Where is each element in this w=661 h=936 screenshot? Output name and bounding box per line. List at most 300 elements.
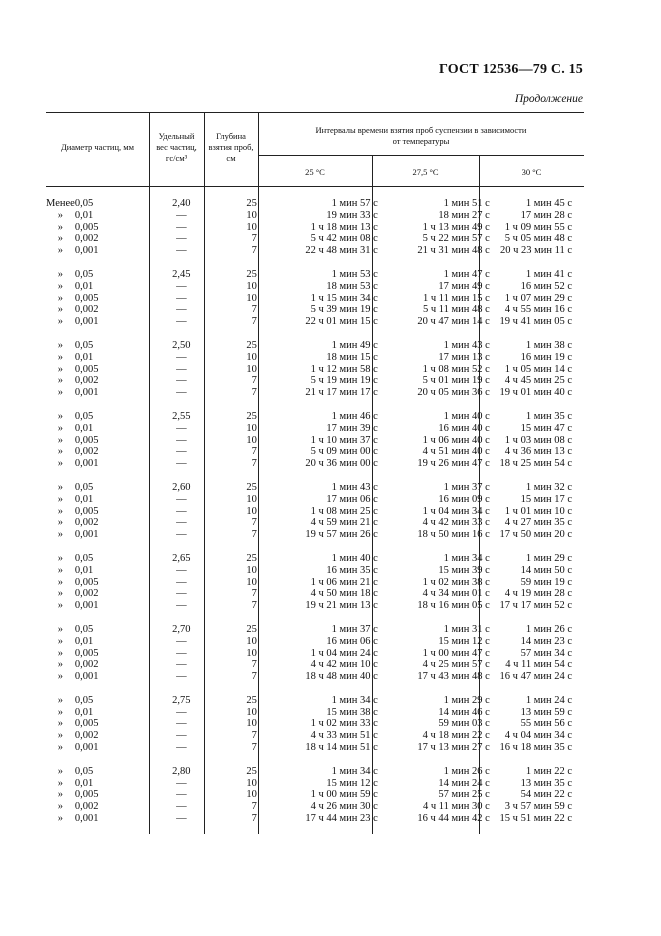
cell-diameter: 0,05	[74, 694, 94, 706]
table-row	[46, 671, 584, 683]
table-row	[46, 387, 584, 399]
cell-depth: 7	[251, 659, 257, 671]
cell-time-27-5: 1 мин 51 с	[443, 198, 490, 209]
cell-time-30: 13 мин 35 с	[520, 777, 572, 789]
cell-time-25: 1 мин 46 с	[331, 410, 378, 422]
cell-time-25: 1 ч 10 мин 37 с	[310, 434, 378, 446]
table-row	[46, 695, 584, 707]
cell-depth: 7	[251, 529, 257, 541]
cell-diameter: 0,002	[74, 730, 99, 742]
table-row	[46, 600, 584, 612]
page-title: ГОСТ 12536—79 С. 15	[439, 62, 583, 77]
cell-depth: 7	[251, 387, 257, 399]
cell-depth: 10	[246, 777, 257, 789]
cell-qualifier: »	[57, 458, 64, 470]
cell-time-25: 19 ч 57 мин 26 с	[305, 529, 378, 541]
table-row	[46, 375, 584, 387]
cell-weight: —	[176, 576, 187, 588]
cell-depth: 25	[246, 198, 257, 209]
cell-diameter: 0,01	[74, 351, 94, 363]
cell-time-27-5: 14 мин 24 с	[438, 777, 490, 789]
cell-depth: 25	[246, 481, 257, 493]
cell-qualifier: »	[57, 517, 64, 529]
table-row	[46, 565, 584, 577]
cell-qualifier: »	[57, 422, 64, 434]
cell-depth: 7	[251, 446, 257, 458]
cell-depth: 25	[246, 694, 257, 706]
cell-qualifier: »	[57, 363, 64, 375]
cell-diameter: 0,001	[74, 529, 99, 541]
cell-time-27-5: 5 ч 11 мин 48 с	[423, 304, 490, 316]
cell-diameter: 0,005	[74, 718, 99, 730]
table-row	[46, 446, 584, 458]
cell-diameter: 0,005	[74, 434, 99, 446]
cell-time-27-5: 1 ч 13 мин 49 с	[422, 221, 490, 233]
table-row	[46, 506, 584, 518]
group-gap-cell	[46, 612, 584, 624]
cell-weight: —	[176, 742, 187, 754]
cell-time-30: 4 ч 45 мин 25 с	[504, 375, 572, 387]
cell-depth: 7	[251, 671, 257, 683]
group-gap	[46, 399, 584, 411]
cell-time-30: 4 ч 55 мин 16 с	[504, 304, 572, 316]
cell-qualifier: »	[57, 588, 64, 600]
temp-header-30: 30 °C	[521, 167, 542, 177]
cell-time-25: 4 ч 26 мин 30 с	[310, 801, 378, 813]
cell-diameter: 0,01	[74, 493, 94, 505]
cell-depth: 7	[251, 233, 257, 245]
cell-time-30: 19 ч 01 мин 40 с	[499, 387, 572, 399]
cell-depth: 10	[246, 422, 257, 434]
table-row	[46, 766, 584, 778]
cell-time-25: 1 мин 49 с	[331, 339, 378, 351]
cell-time-30: 1 мин 24 с	[525, 694, 572, 706]
cell-qualifier: »	[57, 221, 64, 233]
cell-time-27-5: 18 ч 50 мин 16 с	[417, 529, 490, 541]
table-top-rule	[46, 112, 584, 113]
cell-time-30: 16 ч 18 мин 35 с	[499, 742, 572, 754]
cell-qualifier: »	[57, 813, 64, 825]
cell-time-27-5: 20 ч 05 мин 36 с	[417, 387, 490, 399]
cell-time-25: 16 мин 35 с	[326, 564, 378, 576]
cell-time-30: 16 ч 47 мин 24 с	[499, 671, 572, 683]
table-row	[46, 293, 584, 305]
table-row	[46, 304, 584, 316]
cell-depth: 7	[251, 458, 257, 470]
cell-depth: 25	[246, 410, 257, 422]
cell-time-30: 4 ч 11 мин 54 с	[505, 659, 572, 671]
cell-depth: 25	[246, 552, 257, 564]
cell-diameter: 0,05	[74, 481, 94, 493]
cell-time-25: 4 ч 33 мин 51 с	[310, 730, 378, 742]
cell-time-30: 4 ч 27 мин 35 с	[504, 517, 572, 529]
cell-weight: —	[176, 789, 187, 801]
cell-time-27-5: 20 ч 47 мин 14 с	[417, 316, 490, 328]
cell-weight: 2,75	[172, 694, 191, 706]
group-gap-cell	[46, 328, 584, 340]
table-row	[46, 364, 584, 376]
cell-time-27-5: 15 мин 12 с	[438, 635, 490, 647]
cell-time-30: 15 мин 17 с	[520, 493, 572, 505]
intervals-header-line1: Интервалы времени взятия проб суспензии в зависимости	[315, 125, 527, 135]
cell-depth: 10	[246, 351, 257, 363]
cell-weight: —	[176, 221, 187, 233]
cell-depth: 25	[246, 765, 257, 777]
cell-time-27-5: 4 ч 42 мин 33 с	[422, 517, 490, 529]
cell-qualifier: »	[57, 233, 64, 245]
cell-qualifier: »	[57, 789, 64, 801]
table-row	[46, 801, 584, 813]
cell-weight: —	[176, 635, 187, 647]
cell-diameter: 0,001	[74, 316, 99, 328]
cell-diameter: 0,002	[74, 517, 99, 529]
cell-qualifier: »	[57, 706, 64, 718]
table-row	[46, 529, 584, 541]
table-row	[46, 458, 584, 470]
cell-time-27-5: 18 мин 27 с	[438, 209, 490, 221]
table-row	[46, 813, 584, 825]
cell-time-27-5: 1 мин 40 с	[443, 410, 490, 422]
cell-time-25: 1 ч 02 мин 33 с	[310, 718, 378, 730]
cell-time-25: 4 ч 50 мин 18 с	[310, 588, 378, 600]
group-gap	[46, 257, 584, 269]
weight-header-line2: вес частиц,	[156, 142, 197, 152]
cell-diameter: 0,001	[74, 813, 99, 825]
cell-time-25: 22 ч 48 мин 31 с	[305, 245, 378, 257]
cell-depth: 10	[246, 564, 257, 576]
cell-depth: 10	[246, 789, 257, 801]
cell-weight: —	[176, 434, 187, 446]
cell-diameter: 0,05	[74, 268, 94, 280]
cell-qualifier: »	[57, 316, 64, 328]
cell-qualifier: »	[57, 339, 64, 351]
cell-weight: —	[176, 280, 187, 292]
cell-qualifier: »	[57, 801, 64, 813]
table-row	[46, 281, 584, 293]
cell-qualifier: »	[57, 647, 64, 659]
table-row	[46, 352, 584, 364]
cell-qualifier: »	[57, 730, 64, 742]
table-row	[46, 245, 584, 257]
cell-time-27-5: 4 ч 11 мин 30 с	[423, 801, 490, 813]
cell-time-30: 1 ч 09 мин 55 с	[504, 221, 572, 233]
cell-depth: 10	[246, 647, 257, 659]
table-row	[46, 222, 584, 234]
cell-weight: —	[176, 529, 187, 541]
cell-qualifier: »	[57, 375, 64, 387]
cell-qualifier: »	[57, 481, 64, 493]
cell-depth: 7	[251, 245, 257, 257]
cell-qualifier: »	[57, 446, 64, 458]
cell-time-30: 17 ч 50 мин 20 с	[499, 529, 572, 541]
cell-time-30: 4 ч 36 мин 13 с	[504, 446, 572, 458]
table-row	[46, 233, 584, 245]
cell-weight: —	[176, 316, 187, 328]
cell-time-30: 1 ч 01 мин 10 с	[504, 505, 572, 517]
intervals-header-line2: от температуры	[392, 136, 450, 146]
table-row	[46, 340, 584, 352]
cell-qualifier: »	[57, 280, 64, 292]
cell-weight: —	[176, 209, 187, 221]
cell-diameter: 0,005	[74, 292, 99, 304]
cell-time-30: 4 ч 19 мин 28 с	[504, 588, 572, 600]
cell-depth: 10	[246, 434, 257, 446]
cell-diameter: 0,01	[74, 209, 94, 221]
cell-depth: 10	[246, 718, 257, 730]
group-gap	[46, 683, 584, 695]
cell-weight: —	[176, 659, 187, 671]
cell-weight: 2,45	[172, 268, 191, 280]
cell-time-27-5: 4 ч 51 мин 40 с	[422, 446, 490, 458]
cell-diameter: 0,001	[74, 671, 99, 683]
cell-time-27-5: 5 ч 22 мин 57 с	[422, 233, 490, 245]
cell-diameter: 0,001	[74, 458, 99, 470]
cell-depth: 7	[251, 730, 257, 742]
cell-weight: —	[176, 422, 187, 434]
cell-time-27-5: 21 ч 31 мин 48 с	[417, 245, 490, 257]
cell-weight: 2,60	[172, 481, 191, 493]
cell-time-27-5: 18 ч 16 мин 05 с	[417, 600, 490, 612]
cell-diameter: 0,05	[74, 198, 94, 209]
cell-time-25: 1 ч 08 мин 25 с	[310, 505, 378, 517]
cell-time-27-5: 1 мин 26 с	[443, 765, 490, 777]
cell-time-27-5: 1 ч 06 мин 40 с	[422, 434, 490, 446]
cell-diameter: 0,05	[74, 410, 94, 422]
temp-rule	[258, 155, 584, 156]
table-row	[46, 482, 584, 494]
table-row	[46, 553, 584, 565]
cell-time-27-5: 17 ч 43 мин 48 с	[417, 671, 490, 683]
group-gap	[46, 612, 584, 624]
group-gap	[46, 754, 584, 766]
weight-header-line1: Удельный	[158, 131, 195, 141]
cell-time-30: 1 мин 38 с	[525, 339, 572, 351]
cell-weight: 2,50	[172, 339, 191, 351]
cell-diameter: 0,005	[74, 576, 99, 588]
cell-weight: —	[176, 671, 187, 683]
cell-time-25: 1 мин 53 с	[331, 268, 378, 280]
cell-weight: —	[176, 600, 187, 612]
cell-time-25: 5 ч 42 мин 08 с	[310, 233, 378, 245]
cell-depth: 7	[251, 600, 257, 612]
cell-time-30: 14 мин 50 с	[520, 564, 572, 576]
group-gap-cell	[46, 683, 584, 695]
table-row	[46, 778, 584, 790]
cell-time-27-5: 1 ч 04 мин 34 с	[422, 505, 490, 517]
cell-weight: —	[176, 588, 187, 600]
cell-qualifier: »	[57, 576, 64, 588]
group-gap	[46, 328, 584, 340]
temp-header-25: 25 °C	[305, 167, 325, 177]
cell-diameter: 0,05	[74, 339, 94, 351]
cell-qualifier: »	[57, 635, 64, 647]
cell-diameter: 0,01	[74, 777, 94, 789]
cell-diameter: 0,05	[74, 552, 94, 564]
cell-weight: —	[176, 458, 187, 470]
cell-time-25: 15 мин 12 с	[326, 777, 378, 789]
cell-qualifier: »	[57, 552, 64, 564]
cell-diameter: 0,01	[74, 635, 94, 647]
cell-time-30: 14 мин 23 с	[520, 635, 572, 647]
cell-depth: 7	[251, 801, 257, 813]
diameter-header: Диаметр частиц, мм	[60, 142, 135, 152]
cell-weight: —	[176, 801, 187, 813]
cell-time-25: 1 ч 15 мин 34 с	[310, 292, 378, 304]
cell-depth: 7	[251, 316, 257, 328]
group-gap-cell	[46, 541, 584, 553]
cell-time-27-5: 1 ч 11 мин 15 с	[423, 292, 490, 304]
cell-time-27-5: 17 мин 49 с	[438, 280, 490, 292]
cell-time-30: 20 ч 23 мин 11 с	[499, 245, 572, 257]
cell-time-27-5: 1 мин 37 с	[443, 481, 490, 493]
cell-diameter: 0,001	[74, 742, 99, 754]
cell-diameter: 0,002	[74, 375, 99, 387]
cell-time-27-5: 4 ч 18 мин 22 с	[422, 730, 490, 742]
cell-qualifier: »	[57, 765, 64, 777]
data-table-body	[46, 198, 584, 825]
cell-time-30: 17 ч 17 мин 52 с	[499, 600, 572, 612]
cell-qualifier: »	[57, 493, 64, 505]
cell-qualifier: »	[57, 671, 64, 683]
cell-time-25: 17 мин 06 с	[326, 493, 378, 505]
cell-time-25: 4 ч 42 мин 10 с	[310, 659, 378, 671]
depth-header-line2: взятия проб,	[208, 142, 254, 152]
cell-weight: —	[176, 647, 187, 659]
cell-time-27-5: 5 ч 01 мин 19 с	[422, 375, 490, 387]
cell-diameter: 0,002	[74, 588, 99, 600]
group-gap	[46, 470, 584, 482]
cell-time-30: 1 мин 32 с	[525, 481, 572, 493]
cell-time-25: 1 ч 06 мин 21 с	[310, 576, 378, 588]
cell-diameter: 0,002	[74, 801, 99, 813]
cell-depth: 10	[246, 363, 257, 375]
cell-time-25: 18 ч 48 мин 40 с	[305, 671, 378, 683]
cell-time-27-5: 16 мин 40 с	[438, 422, 490, 434]
cell-qualifier: »	[57, 387, 64, 399]
cell-weight: —	[176, 245, 187, 257]
cell-time-30: 17 мин 28 с	[520, 209, 572, 221]
cell-depth: 7	[251, 375, 257, 387]
intervals-header	[258, 125, 584, 147]
cell-time-25: 16 мин 06 с	[326, 635, 378, 647]
table-row	[46, 648, 584, 660]
cell-time-25: 17 мин 39 с	[326, 422, 378, 434]
cell-weight: —	[176, 233, 187, 245]
table-row	[46, 636, 584, 648]
table-row	[46, 316, 584, 328]
cell-time-30: 19 ч 41 мин 05 с	[499, 316, 572, 328]
cell-time-25: 1 мин 43 с	[331, 481, 378, 493]
cell-time-30: 1 мин 22 с	[525, 765, 572, 777]
group-gap-cell	[46, 754, 584, 766]
cell-weight: —	[176, 777, 187, 789]
cell-time-30: 1 мин 41 с	[525, 268, 572, 280]
cell-time-25: 5 ч 09 мин 00 с	[310, 446, 378, 458]
cell-weight: —	[176, 304, 187, 316]
cell-weight: —	[176, 493, 187, 505]
cell-time-25: 17 ч 44 мин 23 с	[305, 813, 378, 825]
group-gap-cell	[46, 257, 584, 269]
cell-time-30: 1 мин 29 с	[525, 552, 572, 564]
table-row	[46, 789, 584, 801]
cell-time-25: 1 ч 12 мин 58 с	[310, 363, 378, 375]
cell-weight: —	[176, 387, 187, 399]
cell-time-27-5: 16 ч 44 мин 42 с	[417, 813, 490, 825]
cell-time-30: 59 мин 19 с	[520, 576, 572, 588]
table-row	[46, 517, 584, 529]
cell-time-30: 1 ч 03 мин 08 с	[504, 434, 572, 446]
cell-time-30: 16 мин 19 с	[520, 351, 572, 363]
cell-diameter: 0,001	[74, 245, 99, 257]
cell-time-30: 15 ч 51 мин 22 с	[499, 813, 572, 825]
cell-qualifier: »	[57, 623, 64, 635]
cell-weight: —	[176, 564, 187, 576]
temp-header-27-5: 27,5 °C	[412, 167, 439, 177]
cell-time-27-5: 1 ч 08 мин 52 с	[422, 363, 490, 375]
cell-qualifier: »	[57, 505, 64, 517]
cell-qualifier: »	[57, 564, 64, 576]
cell-depth: 7	[251, 742, 257, 754]
cell-time-30: 1 мин 35 с	[525, 410, 572, 422]
cell-diameter: 0,005	[74, 789, 99, 801]
cell-time-30: 4 ч 04 мин 34 с	[504, 730, 572, 742]
cell-diameter: 0,002	[74, 304, 99, 316]
cell-qualifier: »	[57, 777, 64, 789]
cell-qualifier: »	[57, 304, 64, 316]
group-gap-cell	[46, 470, 584, 482]
cell-weight: 2,80	[172, 765, 191, 777]
cell-time-25: 1 ч 00 мин 59 с	[310, 789, 378, 801]
cell-qualifier: »	[57, 292, 64, 304]
cell-time-27-5: 59 мин 03 с	[438, 718, 490, 730]
cell-qualifier: »	[57, 529, 64, 541]
cell-time-27-5: 57 мин 25 с	[438, 789, 490, 801]
cell-diameter: 0,005	[74, 221, 99, 233]
cell-diameter: 0,01	[74, 706, 94, 718]
cell-time-25: 18 мин 15 с	[326, 351, 378, 363]
cell-depth: 25	[246, 623, 257, 635]
cell-time-25: 4 ч 59 мин 21 с	[310, 517, 378, 529]
cell-depth: 10	[246, 576, 257, 588]
cell-time-25: 19 мин 33 с	[326, 209, 378, 221]
cell-qualifier: »	[57, 209, 64, 221]
table-row	[46, 210, 584, 222]
cell-time-30: 1 ч 05 мин 14 с	[504, 363, 572, 375]
cell-time-30: 57 мин 34 с	[520, 647, 572, 659]
cell-depth: 10	[246, 635, 257, 647]
cell-qualifier: Менее	[46, 198, 75, 209]
cell-weight: —	[176, 813, 187, 825]
cell-time-25: 20 ч 36 мин 00 с	[305, 458, 378, 470]
cell-time-30: 1 ч 07 мин 29 с	[504, 292, 572, 304]
cell-depth: 25	[246, 268, 257, 280]
cell-weight: —	[176, 363, 187, 375]
cell-depth: 10	[246, 505, 257, 517]
cell-weight: 2,55	[172, 410, 191, 422]
cell-time-27-5: 1 мин 31 с	[443, 623, 490, 635]
cell-time-30: 3 ч 57 мин 59 с	[504, 801, 572, 813]
table-row	[46, 588, 584, 600]
cell-time-25: 1 ч 18 мин 13 с	[310, 221, 378, 233]
cell-time-25: 1 мин 34 с	[331, 694, 378, 706]
cell-weight: —	[176, 446, 187, 458]
cell-time-30: 1 мин 45 с	[525, 198, 572, 209]
cell-depth: 10	[246, 221, 257, 233]
cell-weight: —	[176, 292, 187, 304]
cell-time-30: 1 мин 26 с	[525, 623, 572, 635]
table-row	[46, 577, 584, 589]
cell-qualifier: »	[57, 351, 64, 363]
